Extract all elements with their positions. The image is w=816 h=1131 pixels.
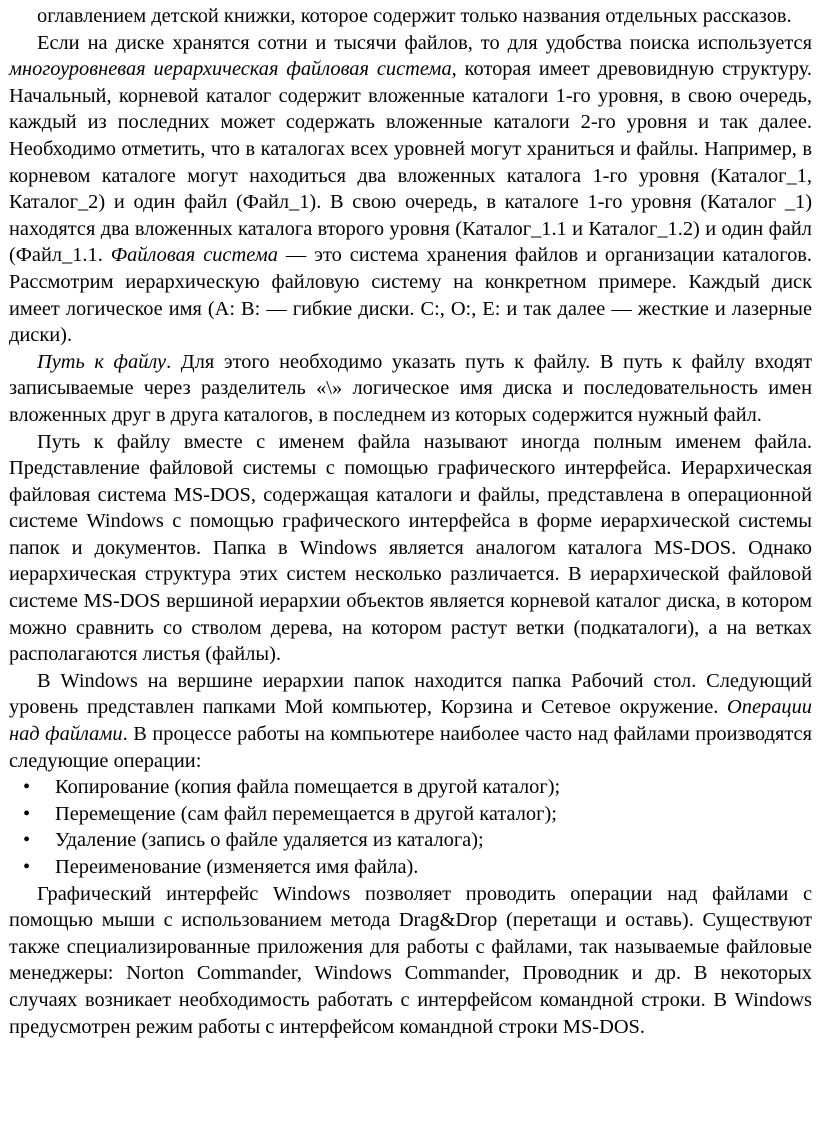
paragraph-intro-continuation [9,3,812,30]
term-file-path: Путь к файлу [37,350,167,373]
paragraph-windows-hierarchy [9,668,812,774]
operations-list [9,774,812,880]
text-run: Путь к файлу вместе с именем файла называют иногда полным именем файла. Представление файловой системы с помощью графического интерфейса. Иерархическая файловая система MS-DOS, содержащая каталоги и файлы, представлена в операционной системе Windows с помощью графического интерфейса в форме иерархической системы папок и документов. Папка в Windows является аналогом каталога MS-DOS. Однако иерархическая структура этих систем несколько различается. В иерархической файловой системе MS-DOS вершиной иерархии объектов является корневой каталог диска, в котором можно сравнить со стволом дерева, на котором растут ветки (подкаталоги), а на ветках располагаются листья (файлы). [9,430,812,666]
text-run: . Для этого необходимо указать путь к файлу. В путь к файлу входят записываемые через разделитель «\» логическое имя диска и последовательность имен вложенных друг в друга каталогов, в последнем из которых содержится нужный файл. [9,350,812,426]
list-item [9,801,812,828]
list-item-text: Копирование (копия файла помещается в другой каталог); [55,776,561,799]
paragraph-file-path [9,349,812,429]
bullet-icon: • [23,802,31,825]
text-run: Графический интерфейс Windows позволяет проводить операции над файлами с помощью мыши с использованием метода Drag&Drop (перетащи и оставь). Существуют также специализированные приложения для работы с файлами, так называемые файловые менеджеры: Norton Commander, Windows Commander, Проводник и др. В некоторых случаях возникает необходимость работать с интерфейсом командной строки. В Windows предусмотрен режим работы с интерфейсом командной строки MS-DOS. [9,882,812,1038]
text-run: В Windows на вершине иерархии папок находится папка Рабочий стол. Следующий уровень представлен папками Мой компьютер, Корзина и Сетевое окружение. [9,669,812,719]
bullet-icon: • [23,829,31,852]
bullet-icon: • [23,856,31,878]
text-run: . В процессе работы на компьютере наиболее часто над файлами производятся следующие операции: [9,723,812,772]
text-run: Если на диске хранятся сотни и тысячи файлов, то для удобства поиска используется [37,31,812,54]
text-run: которая имеет древовидную структуру. Начальный, корневой каталог содержит вложенные каталоги 1-го уровня, в свою очередь, каждый из последних может содержать вложенные каталоги 2-го уровня и так далее. Необходимо отметить, что в каталогах всех уровней могут храниться и файлы. Например, в корневом каталоге могут находиться два вложенных каталога 1-го уровня (Каталог_1, Каталог_2) и один файл (Файл_1). В свою очередь, в каталоге 1-го уровня (Каталог _1) находятся два вложенных каталога второго уровня (Каталог_1.1 и Каталог_1.2) и один файл (Файл_1.1. [9,58,812,267]
list-item [9,827,812,854]
list-item-text: Переименование (изменяется имя файла). [55,856,419,878]
list-item [9,774,812,801]
list-item-text: Перемещение (сам файл перемещается в другой каталог); [55,802,557,825]
list-item-text: Удаление (запись о файле удаляется из каталога); [55,829,484,852]
text-run: — это система хранения файлов и организации каталогов. Рассмотрим иерархическую файловую систему на конкретном примере. Каждый диск имеет логическое имя (А: В: — гибкие диски. С:, О:, Е: и так далее — жесткие и лазерные диски). [9,244,812,347]
text-run: оглавлением детской книжки, которое содержит только названия отдельных рассказов. [37,5,792,27]
bullet-icon: • [23,776,31,799]
list-item [9,854,812,881]
term-file-operations: Операции над файлами [9,696,812,746]
term-file-system: Файловая система [110,244,278,267]
paragraph-hierarchical-fs [9,30,812,349]
term-multilevel-fs: многоуровневая иерархическая файловая система, [9,58,457,81]
paragraph-gui-operations [9,881,812,1041]
paragraph-full-name [9,429,812,668]
